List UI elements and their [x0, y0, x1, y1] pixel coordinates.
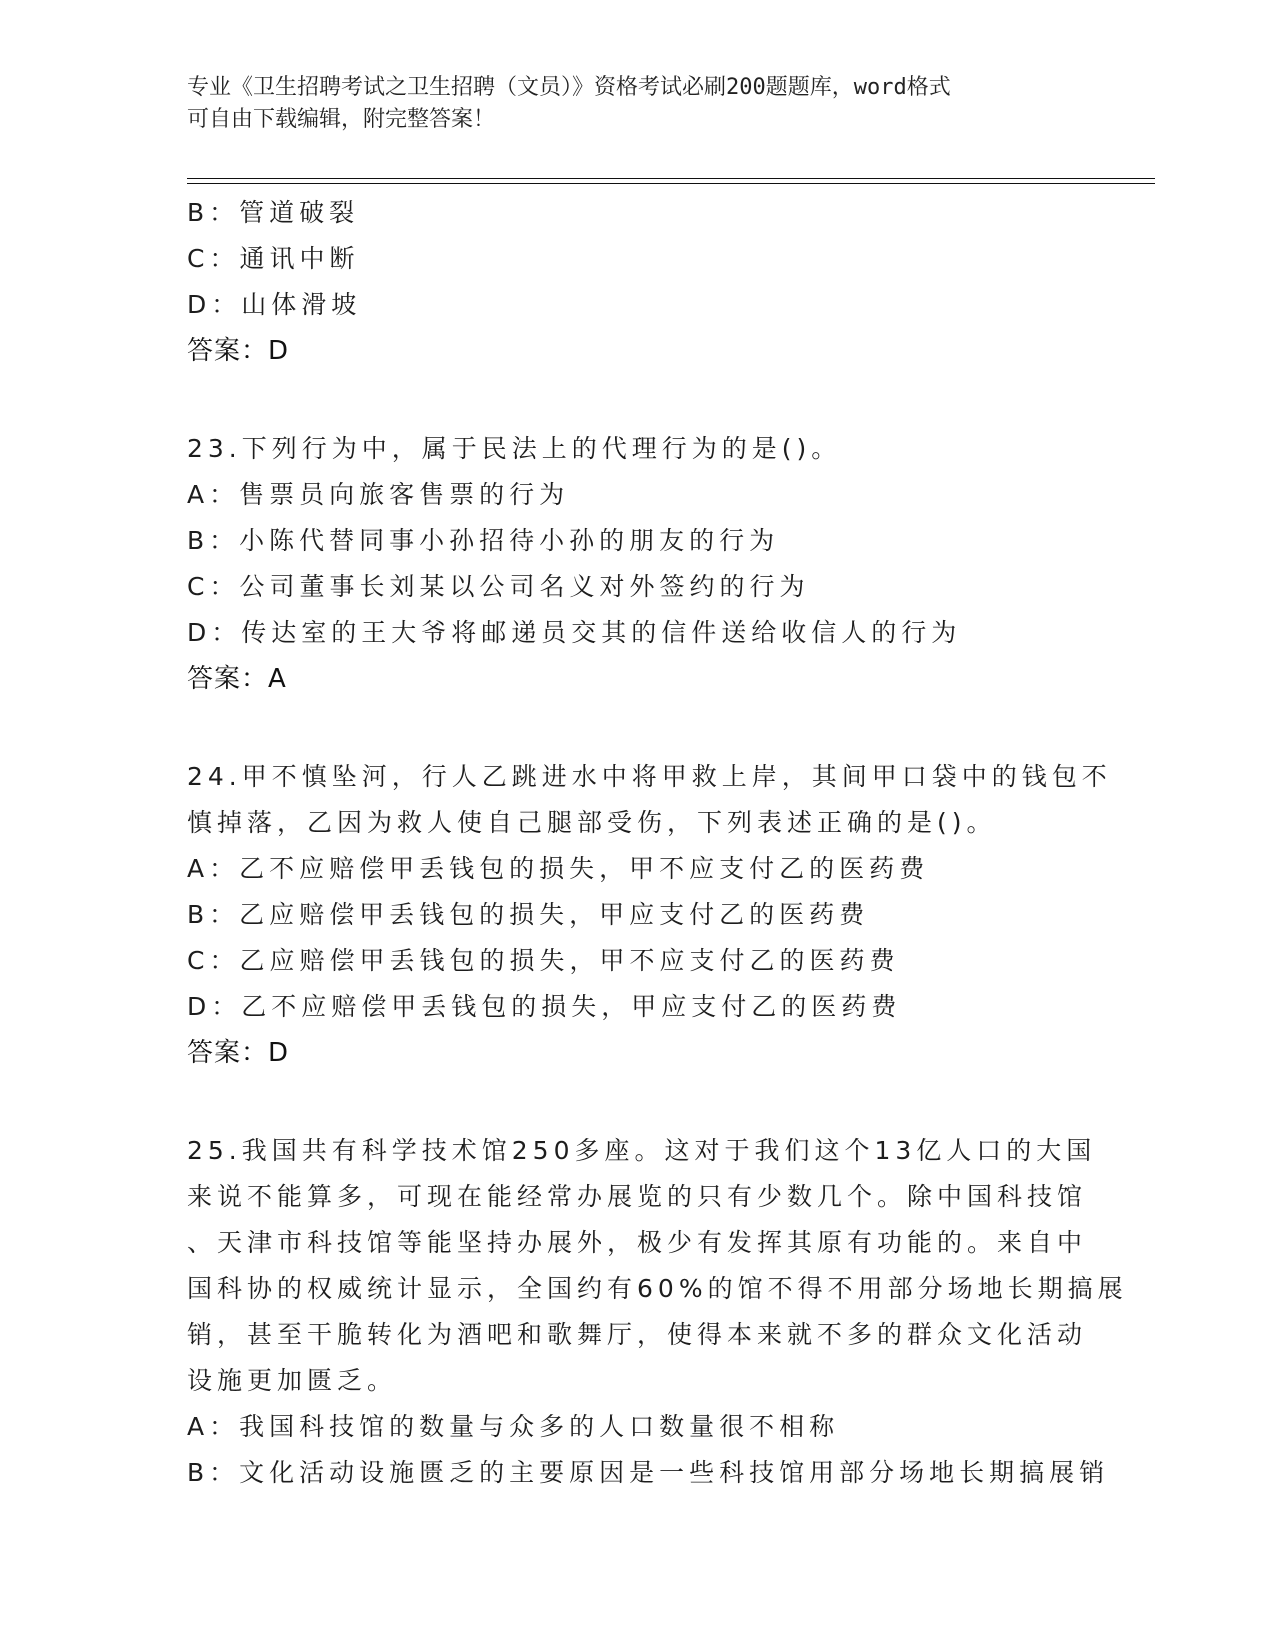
question-stem: 销，甚至干脆转化为酒吧和歌舞厅，使得本来就不多的群众文化活动 [187, 1320, 1088, 1349]
option-b: B：小陈代替同事小孙招待小孙的朋友的行为 [187, 526, 780, 555]
option-a: A：售票员向旅客售票的行为 [187, 480, 570, 509]
option-b: B：管道破裂 [187, 198, 360, 227]
question-content [187, 190, 1128, 1496]
question-stem: 24.甲不慎坠河，行人乙跳进水中将甲救上岸，其间甲口袋中的钱包不 [187, 762, 1112, 791]
header-rule-top [187, 178, 1155, 179]
question-23 [187, 426, 1087, 702]
answer-label: 答案：D [187, 336, 290, 366]
option-a: A：我国科技馆的数量与众多的人口数量很不相称 [187, 1412, 840, 1441]
option-d: D：传达室的王大爷将邮递员交其的信件送给收信人的行为 [187, 618, 962, 647]
answer-label: 答案：D [187, 1038, 290, 1068]
question-stem: 25.我国共有科学技术馆250多座。这对于我们这个13亿人口的大国 [187, 1136, 1097, 1165]
option-d: D：山体滑坡 [187, 290, 362, 319]
header-line: 专业《卫生招聘考试之卫生招聘（文员）》资格考试必刷200题题库，word格式 [187, 75, 951, 100]
question-stem: 设施更加匮乏。 [187, 1366, 398, 1395]
option-c: C：通讯中断 [187, 244, 360, 273]
question-24 [187, 754, 1112, 1076]
question-stem: 来说不能算多，可现在能经常办展览的只有少数几个。除中国科技馆 [187, 1182, 1088, 1211]
header-rule-bottom [187, 183, 1155, 184]
option-a: A：乙不应赔偿甲丢钱包的损失，甲不应支付乙的医药费 [187, 854, 930, 883]
option-b: B：乙应赔偿甲丢钱包的损失，甲应支付乙的医药费 [187, 900, 870, 929]
option-c: C：公司董事长刘某以公司名义对外签约的行为 [187, 572, 810, 601]
question-25 [187, 1128, 1128, 1496]
header-line: 可自由下载编辑，附完整答案！ [187, 107, 496, 132]
question-22 [187, 190, 1087, 374]
option-d: D：乙不应赔偿甲丢钱包的损失，甲应支付乙的医药费 [187, 992, 902, 1021]
question-stem: 、天津市科技馆等能坚持办展外，极少有发挥其原有功能的。来自中 [187, 1228, 1088, 1257]
page-header [187, 72, 1087, 136]
question-stem: 国科协的权威统计显示，全国约有60%的馆不得不用部分场地长期搞展 [187, 1274, 1128, 1303]
question-stem: 慎掉落，乙因为救人使自己腿部受伤，下列表述正确的是()。 [187, 808, 997, 837]
option-c: C：乙应赔偿甲丢钱包的损失，甲不应支付乙的医药费 [187, 946, 900, 975]
option-b: B：文化活动设施匮乏的主要原因是一些科技馆用部分场地长期搞展销 [187, 1458, 1110, 1487]
answer-label: 答案：A [187, 664, 287, 694]
question-stem: 23.下列行为中，属于民法上的代理行为的是()。 [187, 434, 842, 463]
